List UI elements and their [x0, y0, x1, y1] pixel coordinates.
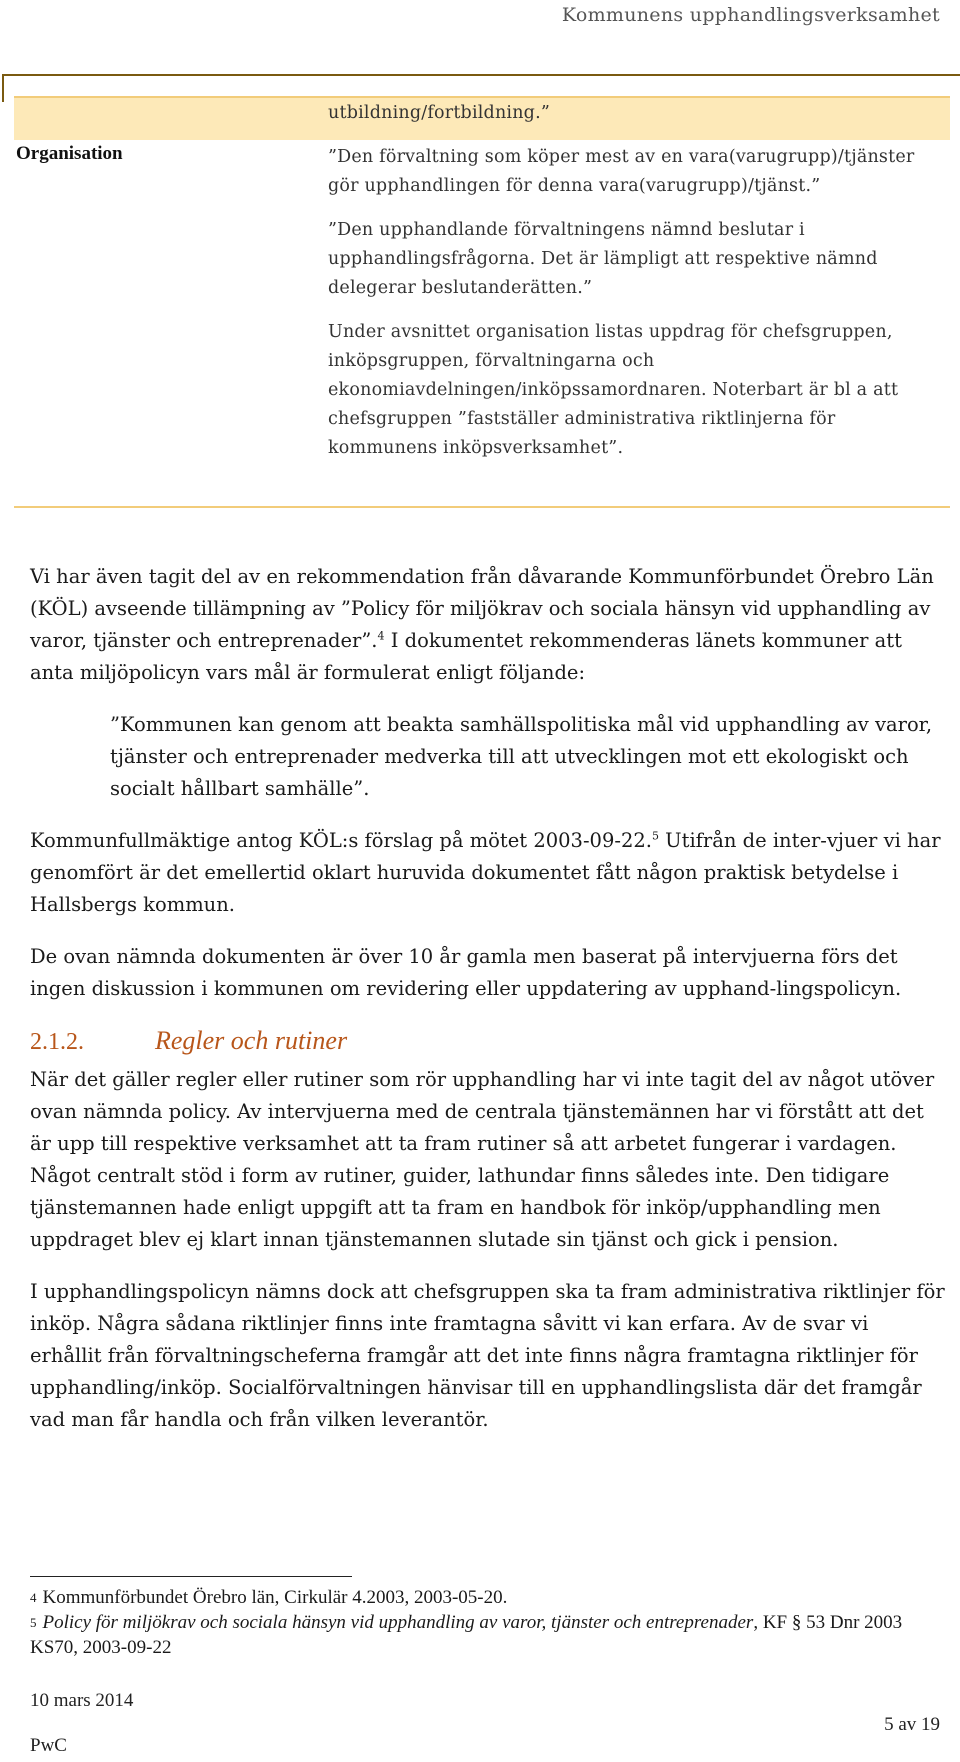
footnote-separator [30, 1576, 352, 1577]
box-quote-column [328, 99, 948, 478]
footnotes [30, 1585, 930, 1660]
footer-date: 10 mars 2014 [30, 1690, 134, 1711]
box-paragraph: utbildning/fortbildning.” [328, 103, 550, 123]
section-title: Regler och rutiner [155, 1026, 348, 1055]
body-paragraph-kf [30, 825, 945, 921]
footnote-number: 5 [30, 1615, 37, 1630]
body-paragraph-documents: De ovan nämnda dokumenten är över 10 år gamla men baserat på intervjuerna förs det ingen diskussion i kommunen om revidering eller uppdatering av upphand-lingspolicyn. [30, 945, 902, 1000]
main-body [30, 561, 945, 1456]
box-paragraph: Under avsnittet organisation listas uppdrag för chefsgruppen, inköpsgruppen, förvaltningarna och ekonomiavdelningen/inköpssamordnaren. Noterbart är bl a att chefsgruppen ”fastställer administrativa riktlinjerna för kommunens inköpsverksamhet”. [328, 322, 899, 458]
box-paragraph: ”Den upphandlande förvaltningens nämnd beslutar i upphandlingsfrågorna. Det är lämpligt att respektive nämnd delegerar beslutanderätten.” [328, 220, 878, 298]
paragraph-text: I dokumentet rekommenderas länets kommuner att anta miljöpolicyn vars mål är formulerat enligt följande: [30, 629, 902, 684]
footnote-text: , KF § 53 Dnr 2003 KS70, 2003-09-22 [30, 1612, 903, 1658]
footer-brand: PwC [30, 1735, 67, 1756]
paragraph-text: Vi har även tagit del av en rekommendation från dåvarande Kommunförbundet Örebro Län (KÖL) avseende tillämpning av ”Policy för miljökrav och sociala hänsyn vid upphandling av varor, tjänster och entreprenader”. [30, 565, 934, 652]
box-paragraph: ”Den förvaltning som köper mest av en vara(varugrupp)/tjänster gör upphandlingen för denna vara(varugrupp)/tjänst.” [328, 147, 915, 196]
body-paragraph-rules: När det gäller regler eller rutiner som rör upphandling har vi inte tagit del av något utöver ovan nämnda policy. Av intervjuerna med de centrala tjänstemännen har vi förstått att det är upp till respektive verksamhet att ta fram rutiner så att arbetet fungerar i vardagen. Något centralt stöd i form av rutiner, guider, lathundar finns således inte. Den tidigare tjänstemannen hade enligt uppgift att ta fram en handbok för inköp/upphandling men uppdraget blev ej klart innan tjänstemannen slutade sin tjänst och gick i pension. [30, 1068, 935, 1251]
body-paragraph-guidelines: I upphandlingspolicyn nämns dock att chefsgruppen ska ta fram administrativa riktlinjer för inköp. Några sådana riktlinjer finns inte framtagna såvitt vi kan erfara. Av de svar vi erhållit från förvaltningscheferna framgår att det inte finns några framtagna riktlinjer för upphandling/inköp. Socialförvaltningen hänvisar till en upphandlingslista där det framgår vad man får handla och från vilken leverantör. [30, 1280, 945, 1431]
footnote-title: Policy för miljökrav och sociala hänsyn vid upphandling av varor, tjänster och entreprenader [42, 1612, 754, 1633]
footnote-text: Kommunförbundet Örebro län, Cirkulär 4.2003, 2003-05-20. [42, 1587, 508, 1608]
section-heading [30, 1025, 945, 1058]
footnote-number: 4 [30, 1590, 37, 1605]
running-header-title: Kommunens upphandlingsverksamhet [561, 4, 940, 26]
footnote-ref-4[interactable]: 4 [377, 629, 385, 643]
footnote-ref-5[interactable]: 5 [651, 829, 659, 843]
header-rule-corner [2, 74, 4, 102]
footnote-4 [30, 1585, 930, 1610]
paragraph-text: Kommunfullmäktige antog KÖL:s förslag på mötet 2003-09-22. [30, 829, 652, 852]
header-rule [2, 74, 960, 76]
box-label-organisation: Organisation [16, 143, 123, 164]
paragraph-text: Utifrån de inter-vjuer vi har genomfört är det emellertid oklart huruvida dokumentet fått någon praktisk betydelse i Hallsbergs kommun. [30, 829, 941, 916]
section-number: 2.1.2. [30, 1029, 84, 1055]
policy-quote: ”Kommunen kan genom att beakta samhällspolitiska mål vid upphandling av varor, tjänster och entreprenader medverka till att utvecklingen mot ett ekologiskt och socialt hållbart samhälle”. [110, 713, 933, 800]
footnote-5 [30, 1610, 930, 1660]
body-paragraph-kol [30, 561, 945, 689]
page-number: 5 av 19 [884, 1714, 940, 1735]
